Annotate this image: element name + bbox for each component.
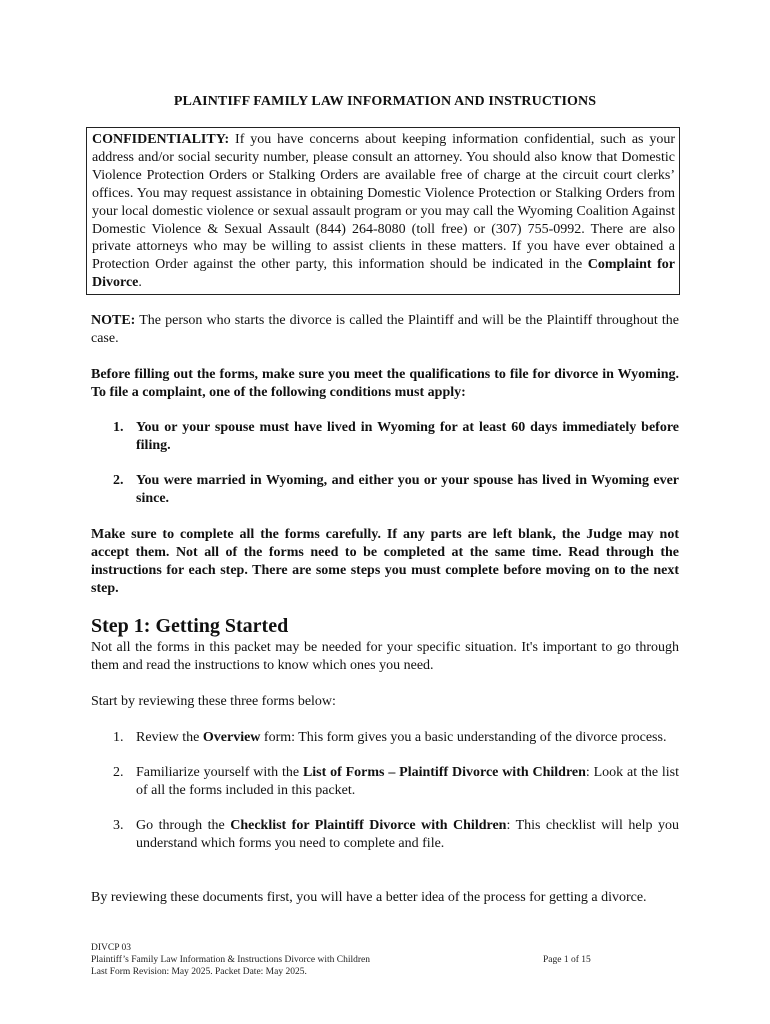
list-of-forms-ref: List of Forms – Plaintiff Divorce with Children <box>302 765 586 780</box>
revision-date: Last Form Revision: May 2025. Packet Date: May 2025. <box>91 967 307 977</box>
list-item: 1. You or your spouse must have lived in Wyoming for at least 60 days immediately before filing. <box>113 420 679 453</box>
page-title: PLAINTIFF FAMILY LAW INFORMATION AND INSTRUCTIONS <box>173 94 597 109</box>
page-number: Page 1 of 15 <box>543 955 591 965</box>
step1-forms-list <box>91 729 679 853</box>
footer-doc-title: Plaintiff’s Family Law Information & Instructions Divorce with Children <box>91 955 370 965</box>
overview-form-ref: Overview <box>202 730 261 745</box>
confidentiality-label: CONFIDENTIALITY: <box>92 132 230 147</box>
note-paragraph <box>91 312 679 348</box>
step1-closing: By reviewing these documents first, you will have a better idea of the process for getting a divorce. <box>91 890 647 905</box>
confidentiality-box: CONFIDENTIALITY: If you have concerns about keeping information confidential, such as your address and/or social security number, please consult an attorney. You should also know that Domestic Violence Protection Orders or Stalking Orders are available free of charge at the circuit court clerks’ offices. You may request assistance in obtaining Domestic Violence Protection or Stalking Orders from your local domestic violence or sexual assault program or you may call the Wyoming Coalition Against Domestic Violence & Sexual Assault (844) 264-8080 (toll free) or (307) 755-0992. There are also private attorneys who may be willing to assist clients in these matters. If you have ever obtained a Protection Order against the other party, this information should be indicated in the Complaint for Divorce. <box>86 127 680 295</box>
complaint-for-divorce-ref: Complaint for Divorce <box>92 257 675 291</box>
step1-start: Start by reviewing these three forms below: <box>91 694 336 709</box>
list-item: 3. Go through the Checklist for Plaintiff Divorce with Children: This checklist will help you understand which forms you need to complete and file. <box>113 818 679 851</box>
page-footer <box>91 942 611 978</box>
step1-intro: Not all the forms in this packet may be needed for your specific situation. It's important to go through them and read the instructions to know which ones you need. <box>91 640 679 673</box>
step1-heading: Step 1: Getting Started <box>91 615 289 637</box>
list-item: 2. Familiarize yourself with the List of Forms – Plaintiff Divorce with Children: Look at the list of all the forms included in this packet. <box>113 765 679 798</box>
confidentiality-text: If you have concerns about keeping information confidential, such as your address and/or social security number, please consult an attorney. You should also know that Domestic Violence Protection Orders or Stalking Orders are available free of charge at the circuit court clerks’ offices. You may request assistance in obtaining Domestic Violence Protection or Stalking Orders from your local domestic violence or sexual assault program or you may call the Wyoming Coalition Against Domestic Violence & Sexual Assault (844) 264-8080 (toll free) or (307) 755-0992. There are also private attorneys who may be willing to assist clients in these matters. If you have ever obtained a Protection Order against the other party, this information should be indicated in the <box>92 132 675 273</box>
complete-forms-paragraph: Make sure to complete all the forms carefully. If any parts are left blank, the Judge may not accept them. Not all of the forms need to be completed at the same time. Read through the instructions for each step. There are some steps you must complete before moving on to the next step. <box>91 527 679 596</box>
note-label: NOTE: <box>91 313 136 328</box>
form-code: DIVCP 03 <box>91 943 132 953</box>
list-item: 1. Review the Overview form: This form gives you a basic understanding of the divorce process. <box>113 730 667 745</box>
checklist-ref: Checklist for Plaintiff Divorce with Children <box>230 818 507 833</box>
conditions-list <box>91 419 679 508</box>
list-item: 2. You were married in Wyoming, and either you or your spouse has lived in Wyoming ever since. <box>113 473 679 506</box>
note-text: The person who starts the divorce is called the Plaintiff and will be the Plaintiff throughout the case. <box>91 313 679 346</box>
qualifications-intro: Before filling out the forms, make sure you meet the qualifications to file for divorce in Wyoming. To file a complaint, one of the following conditions must apply: <box>91 367 679 400</box>
